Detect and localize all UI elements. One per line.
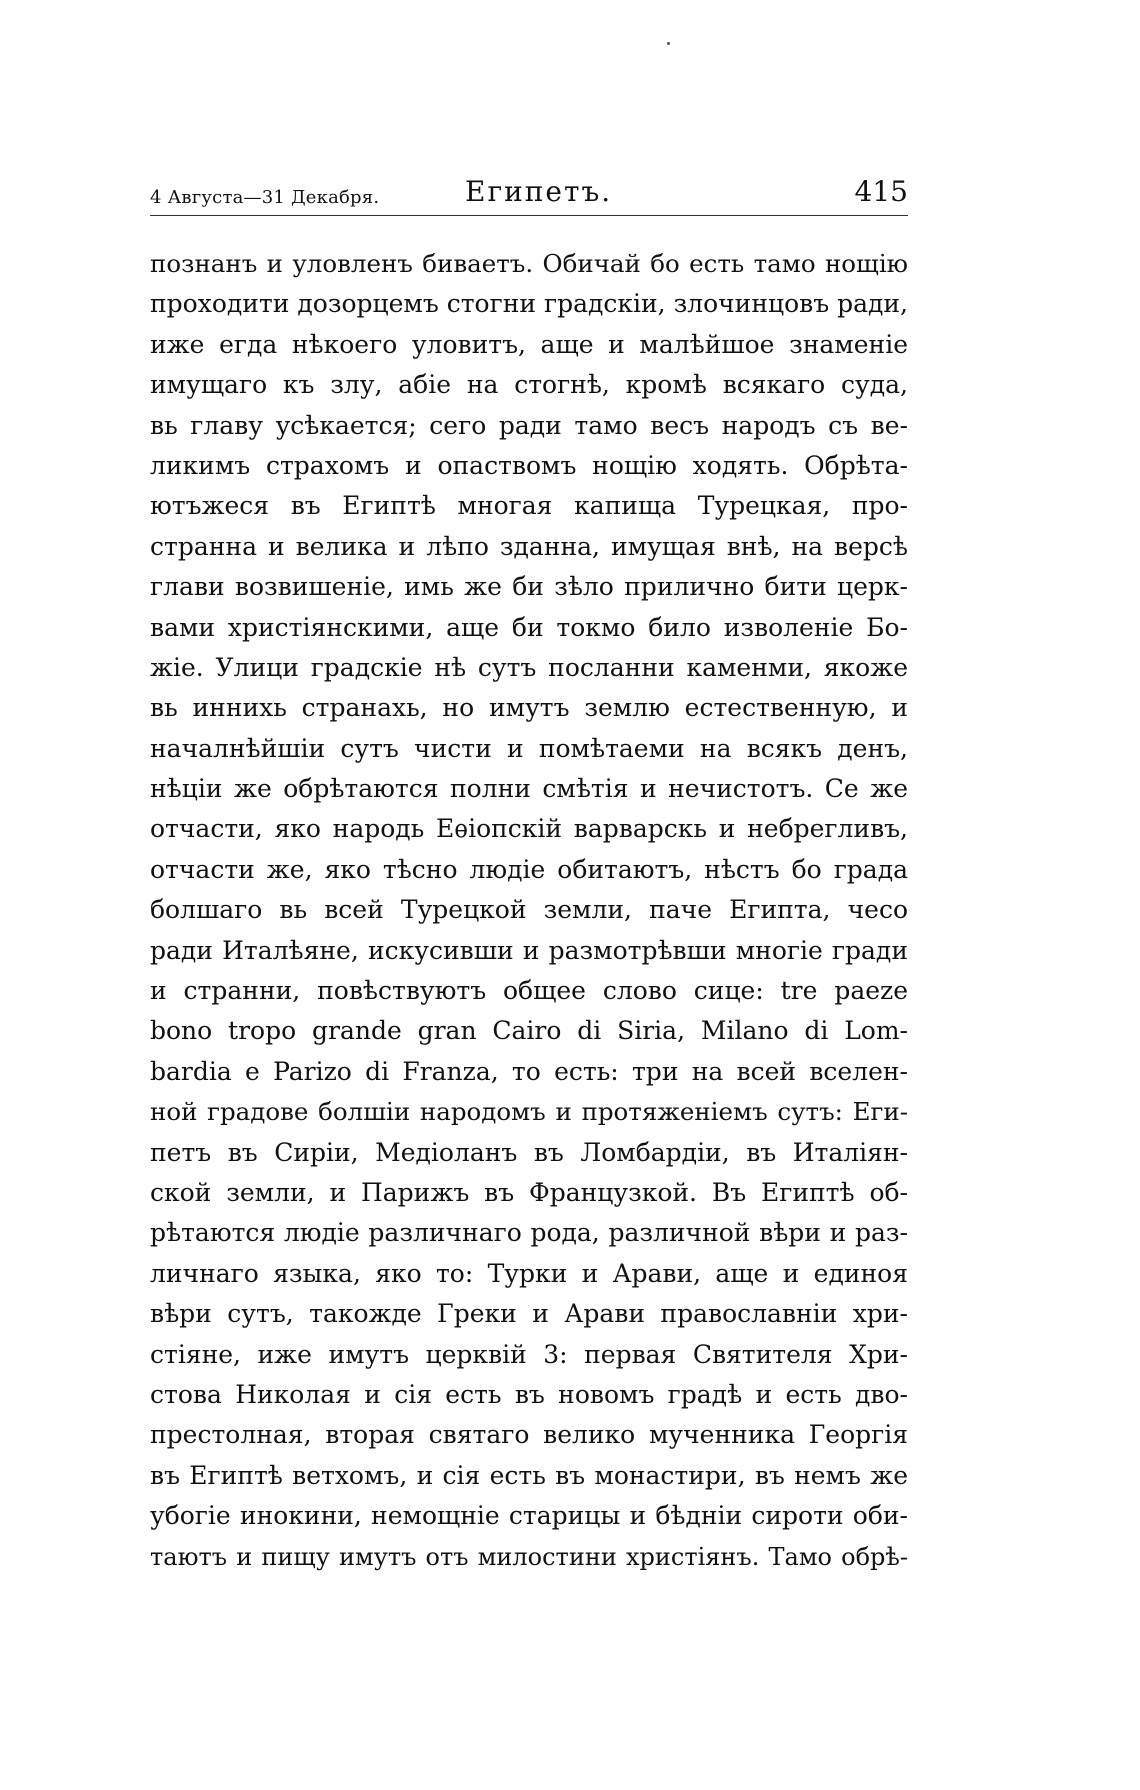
text-line: таютъ и пищу имутъ отъ милостини христіянъ. Тамо обрѣ- xyxy=(150,1542,908,1571)
header-dates: 4 Августа—31 Декабря. xyxy=(150,187,380,208)
text-line: началнѣйшіи сутъ чисти и помѣтаеми на всякъ денъ, xyxy=(150,733,908,763)
text-line: и странни, повѣствуютъ общее слово сице: tre paeze xyxy=(150,976,908,1006)
text-line: проходити дозорцемъ стогни градскіи, злочинцовъ ради, xyxy=(150,289,908,319)
text-line: глави возвишеніе, имь же би зѣло прилично бити церк- xyxy=(150,572,908,602)
text-line: отчасти, яко народь Еѳіопскій варварскь и небрегливъ, xyxy=(150,814,908,844)
text-line: познанъ и уловленъ биваетъ. Обичай бо есть тамо нощію xyxy=(150,249,908,278)
text-line: иже егда нѣкоего уловитъ, аще и малѣйшое знаменіе xyxy=(150,329,908,359)
text-line: личнаго языка, яко то: Турки и Арави, аще и единоя xyxy=(150,1258,908,1288)
text-line: ликимъ страхомъ и опаствомъ нощію ходять. Обрѣта- xyxy=(150,450,908,480)
text-line: вѣри сутъ, такожде Греки и Арави православніи хри- xyxy=(150,1299,908,1329)
text-line: вами христіянскими, аще би токмо било изволеніе Бо- xyxy=(150,612,908,642)
text-line: жіе. Улици градскіе нѣ сутъ посланни каменми, якоже xyxy=(150,652,908,682)
running-header xyxy=(150,166,908,216)
text-line: стова Николая и сія есть въ новомъ градѣ и есть дво- xyxy=(150,1379,908,1409)
text-line: bono tropo grande gran Cairo di Siria, Milano di Lom- xyxy=(150,1016,908,1046)
text-line: убогіе инокини, немощніе старицы и бѣдніи сироти оби- xyxy=(150,1501,908,1531)
text-line: ради Италѣяне, искусивши и размотрѣвши многіе гради xyxy=(150,935,908,965)
text-line: вь главу усѣкается; сего ради тамо весъ народъ съ ве- xyxy=(150,410,908,440)
text-line: bardia e Parizo di Franza, то есть: три на всей вселен- xyxy=(150,1056,908,1086)
text-line: ской земли, и Парижъ въ Французкой. Въ Египтѣ об- xyxy=(150,1177,908,1207)
page-number: 415 xyxy=(854,175,908,208)
text-line: петъ въ Сиріи, Медіоланъ въ Ломбардіи, въ Италіян- xyxy=(150,1137,908,1167)
text-line: отчасти же, яко тѣсно людіе обитаютъ, нѣстъ бо града xyxy=(150,854,908,884)
text-line: болшаго вь всей Турецкой земли, паче Египта, чесо xyxy=(150,895,908,925)
text-line: ной градове болшіи народомъ и протяженіемъ сутъ: Еги- xyxy=(150,1097,908,1127)
text-line: ютъжеся въ Египтѣ многая капища Турецкая, про- xyxy=(150,491,908,521)
text-line: стіяне, иже имутъ церквій 3: первая Святителя Хри- xyxy=(150,1339,908,1369)
text-line: рѣтаются людіе различнаго рода, различной вѣри и раз- xyxy=(150,1218,908,1248)
ink-speck xyxy=(667,42,670,45)
text-line: странна и велика и лѣпо зданна, имущая внѣ, на версѣ xyxy=(150,531,908,561)
text-line: нѣціи же обрѣтаются полни смѣтія и нечистотъ. Се же xyxy=(150,774,908,804)
header-title: Египетъ. xyxy=(465,175,613,208)
body-text xyxy=(150,244,908,1577)
text-line: престолная, вторая святаго велико мученника Георгія xyxy=(150,1420,908,1450)
header-rule xyxy=(150,215,908,216)
text-line: имущаго къ злу, абіе на стогнѣ, кромѣ всякаго суда, xyxy=(150,370,908,400)
text-line: вь иннихь странахь, но имутъ землю естественную, и xyxy=(150,693,908,723)
text-line: въ Египтѣ ветхомъ, и сія есть въ монастири, въ немъ же xyxy=(150,1460,908,1490)
